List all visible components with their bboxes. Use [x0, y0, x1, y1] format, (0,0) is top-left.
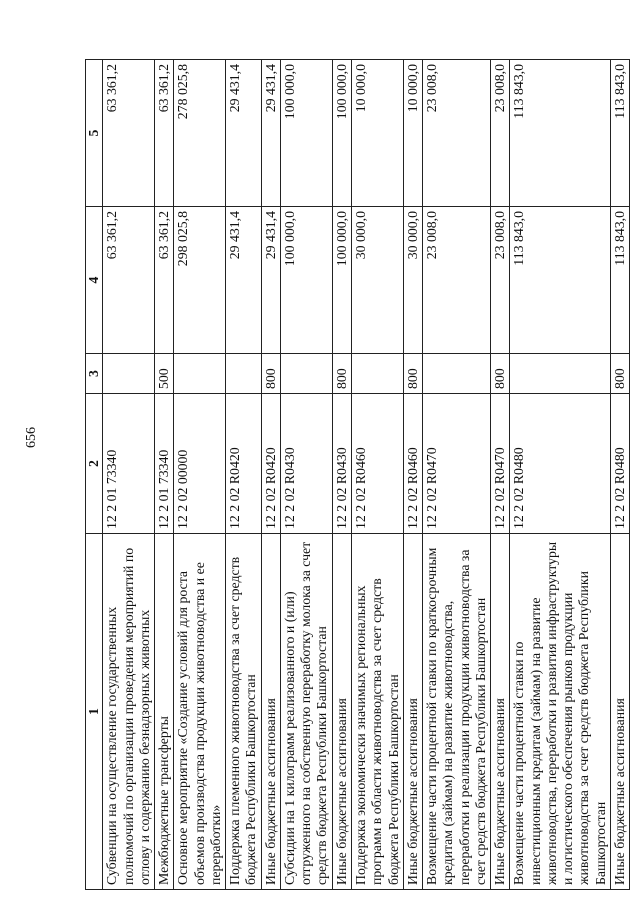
row-type: 800 — [261, 354, 280, 394]
column-header: 4 — [86, 207, 103, 354]
row-code: 12 2 02 00000 — [174, 394, 226, 534]
column-header: 2 — [86, 394, 103, 534]
table-row — [510, 60, 611, 890]
row-type: 800 — [491, 354, 510, 394]
row-name: Поддержка экономически значимых региональных программ в области животноводства за счет средств бюджета Республики Башкортостан — [351, 534, 403, 890]
row-name: Субвенции на осуществление государственных полномочий по организации проведения мероприятий по отлову и содержанию безнадзорных животных — [103, 534, 155, 890]
row-value-4: 63 361,2 — [155, 207, 174, 354]
row-value-5: 63 361,2 — [103, 60, 155, 207]
row-name: Основное мероприятие «Создание условий для роста объемов производства продукции животноводства и ее переработки» — [174, 534, 226, 890]
table-row — [226, 60, 262, 890]
row-value-4: 100 000,0 — [280, 207, 332, 354]
row-value-5: 100 000,0 — [280, 60, 332, 207]
column-header: 3 — [86, 354, 103, 394]
row-value-5: 100 000,0 — [332, 60, 351, 207]
row-type: 800 — [610, 354, 629, 394]
row-value-5: 23 008,0 — [491, 60, 510, 207]
row-value-4: 29 431,4 — [226, 207, 262, 354]
row-name: Иные бюджетные ассигнования — [261, 534, 280, 890]
row-value-4: 100 000,0 — [332, 207, 351, 354]
row-value-5: 278 025,8 — [174, 60, 226, 207]
row-value-4: 29 431,4 — [261, 207, 280, 354]
row-name: Межбюджетные трансферты — [155, 534, 174, 890]
row-code: 12 2 02 R0470 — [423, 394, 491, 534]
row-value-5: 10 000,0 — [403, 60, 422, 207]
row-code: 12 2 02 R0420 — [261, 394, 280, 534]
row-name: Возмещение части процентной ставки по краткосрочным кредитам (займам) на развитие животноводства, переработки и реализации продукции животноводства за счет средств бюджета Республики Башкортостан — [423, 534, 491, 890]
row-code: 12 2 01 73340 — [103, 394, 155, 534]
row-value-4: 113 843,0 — [610, 207, 629, 354]
table-header-row — [86, 60, 103, 890]
row-type: 800 — [332, 354, 351, 394]
row-code: 12 2 02 R0460 — [351, 394, 403, 534]
table-row — [155, 60, 174, 890]
row-code: 12 2 01 73340 — [155, 394, 174, 534]
table-row — [351, 60, 403, 890]
row-type — [103, 354, 155, 394]
row-name: Поддержка племенного животноводства за счет средств бюджета Республики Башкортостан — [226, 534, 262, 890]
row-name: Иные бюджетные ассигнования — [491, 534, 510, 890]
row-type — [174, 354, 226, 394]
table-row — [174, 60, 226, 890]
row-value-4: 63 361,2 — [103, 207, 155, 354]
rotated-table-container — [85, 60, 627, 890]
row-name: Иные бюджетные ассигнования — [610, 534, 629, 890]
row-code: 12 2 02 R0460 — [403, 394, 422, 534]
row-code: 12 2 02 R0430 — [332, 394, 351, 534]
column-header: 5 — [86, 60, 103, 207]
row-type: 500 — [155, 354, 174, 394]
row-value-4: 30 000,0 — [351, 207, 403, 354]
row-value-5: 29 431,4 — [226, 60, 262, 207]
table-row — [423, 60, 491, 890]
page-number: 656 — [24, 427, 39, 448]
row-value-4: 30 000,0 — [403, 207, 422, 354]
row-name: Возмещение части процентной ставки по инвестиционным кредитам (займам) на развитие животноводства, переработки и развития инфраструктуры и логистического обеспечения рынков продукции животноводства за счет средств бюджета Республики Башкортостан — [510, 534, 611, 890]
row-value-5: 10 000,0 — [351, 60, 403, 207]
row-code: 12 2 02 R0430 — [280, 394, 332, 534]
row-value-5: 113 843,0 — [610, 60, 629, 207]
row-value-4: 298 025,8 — [174, 207, 226, 354]
row-value-5: 29 431,4 — [261, 60, 280, 207]
table-row — [491, 60, 510, 890]
row-code: 12 2 02 R0470 — [491, 394, 510, 534]
row-value-4: 113 843,0 — [510, 207, 611, 354]
row-type — [423, 354, 491, 394]
row-value-4: 23 008,0 — [491, 207, 510, 354]
table-row — [403, 60, 422, 890]
table-row — [103, 60, 155, 890]
table-row — [261, 60, 280, 890]
column-header: 1 — [86, 534, 103, 890]
table-row — [280, 60, 332, 890]
row-value-5: 63 361,2 — [155, 60, 174, 207]
row-name: Иные бюджетные ассигнования — [332, 534, 351, 890]
row-value-5: 23 008,0 — [423, 60, 491, 207]
table-row — [610, 60, 629, 890]
row-code: 12 2 02 R0480 — [510, 394, 611, 534]
row-value-4: 23 008,0 — [423, 207, 491, 354]
row-value-5: 113 843,0 — [510, 60, 611, 207]
row-name: Иные бюджетные ассигнования — [403, 534, 422, 890]
budget-table — [85, 59, 630, 890]
row-type — [226, 354, 262, 394]
row-code: 12 2 02 R0480 — [610, 394, 629, 534]
row-type: 800 — [403, 354, 422, 394]
table-row — [332, 60, 351, 890]
row-type — [280, 354, 332, 394]
row-type — [510, 354, 611, 394]
row-code: 12 2 02 R0420 — [226, 394, 262, 534]
row-type — [351, 354, 403, 394]
row-name: Субсидии на 1 килограмм реализованного и (или) отгруженного на собственную переработку молока за счет средств бюджета Республики Башкортостан — [280, 534, 332, 890]
